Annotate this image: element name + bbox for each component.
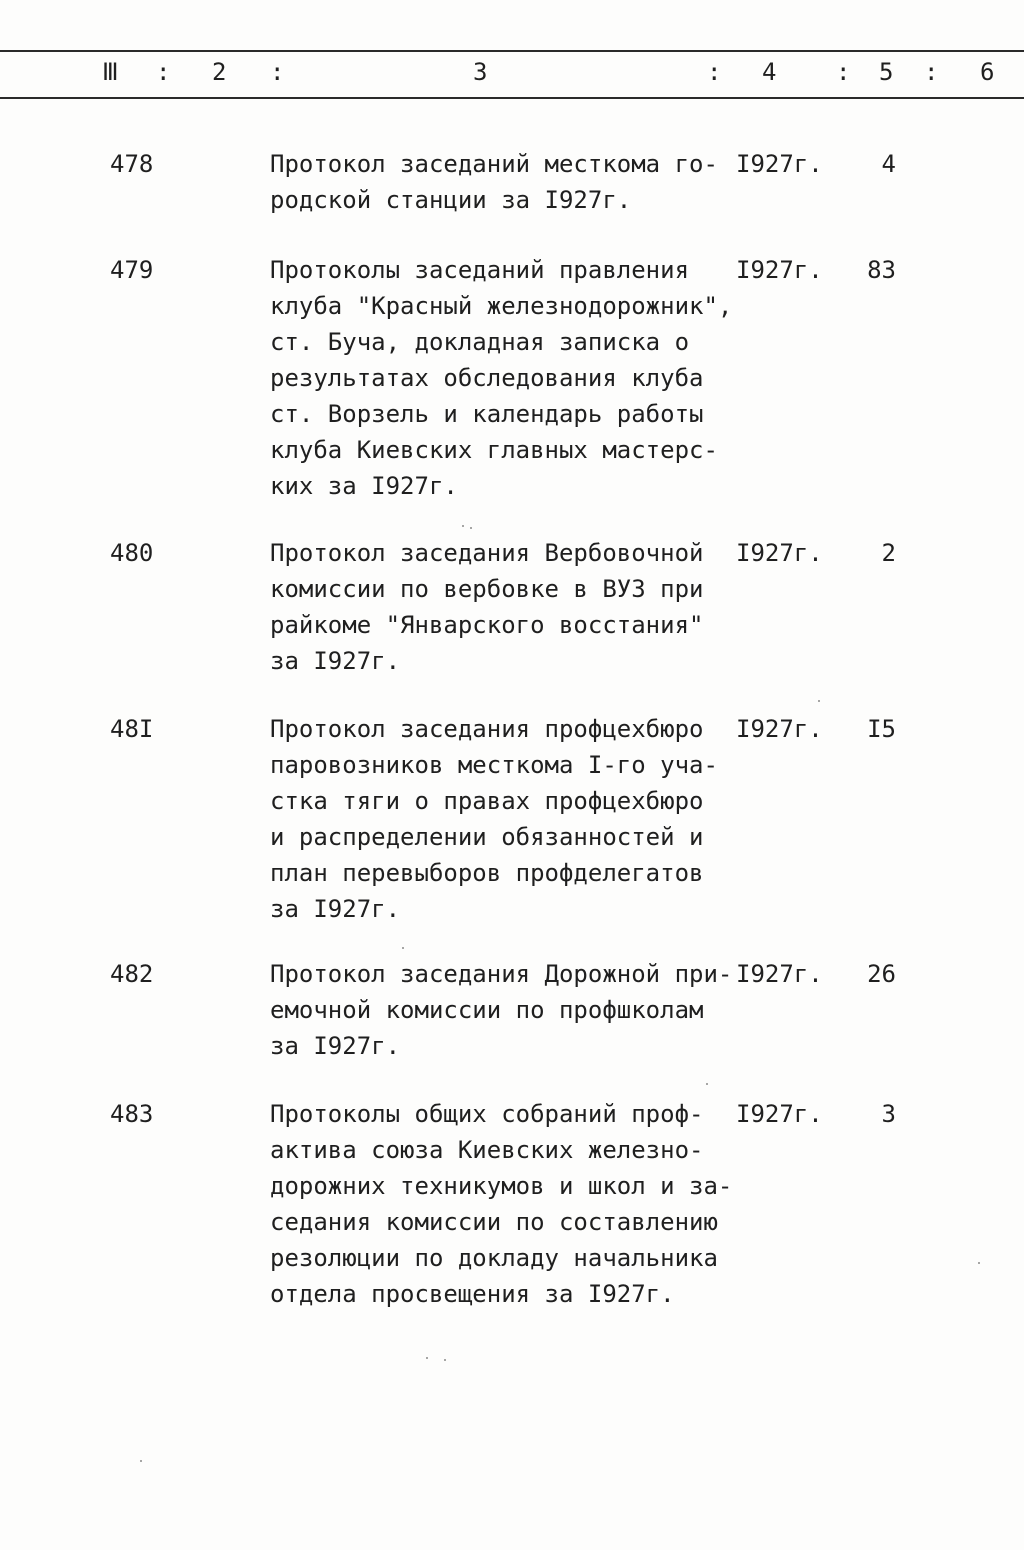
column-separator: : [924, 58, 939, 86]
description-line: паровозников месткома I-го уча- [270, 751, 718, 779]
description-line: ст. Ворзель и календарь работы [270, 400, 704, 428]
description-line: результатах обследования клуба [270, 364, 704, 392]
column-header-2: 2 [212, 58, 227, 86]
description-line: за I927г. [270, 1032, 401, 1060]
column-separator: : [707, 58, 722, 86]
description-line: ст. Буча, докладная записка о [270, 328, 690, 356]
entry-number: 482 [110, 960, 154, 988]
description-line: за I927г. [270, 895, 401, 923]
scan-speck [818, 700, 820, 702]
description-line: актива союза Киевских железно- [270, 1136, 704, 1164]
scan-speck [402, 947, 404, 949]
column-header-1: Ⅲ [102, 58, 119, 86]
description-line: стка тяги о правах профцехбюро [270, 787, 704, 815]
description-line: резолюции по докладу начальника [270, 1244, 718, 1272]
header-bottom-rule [0, 97, 1024, 99]
entry-sheet-count: 83 [867, 256, 896, 284]
entry-description [270, 1096, 740, 1312]
entry-description [270, 146, 740, 218]
description-line: за I927г. [270, 647, 401, 675]
entry-description [270, 252, 740, 504]
description-line: Протокол заседания Дорожной при- [270, 960, 733, 988]
entry-date: I927г. [736, 539, 823, 567]
entry-date: I927г. [736, 960, 823, 988]
column-separator: : [156, 58, 171, 86]
entry-date: I927г. [736, 256, 823, 284]
entry-number: 483 [110, 1100, 154, 1128]
entry-number: 480 [110, 539, 154, 567]
scan-speck [462, 525, 464, 527]
description-line: Протокол заседания Вербовочной [270, 539, 704, 567]
description-line: и распределении обязанностей и [270, 823, 704, 851]
column-separator: : [270, 58, 285, 86]
column-separator: : [836, 58, 851, 86]
entry-number: 478 [110, 150, 154, 178]
description-line: клуба "Красный железнодорожник", [270, 292, 733, 320]
column-header-6: 6 [980, 58, 995, 86]
entry-date: I927г. [736, 150, 823, 178]
description-line: комиссии по вербовке в ВУЗ при [270, 575, 704, 603]
column-header-3: 3 [473, 58, 488, 86]
scan-speck [444, 1359, 446, 1361]
entry-date: I927г. [736, 1100, 823, 1128]
entry-sheet-count: 26 [867, 960, 896, 988]
entry-number: 479 [110, 256, 154, 284]
description-line: отдела просвещения за I927г. [270, 1280, 675, 1308]
description-line: клуба Киевских главных мастерс- [270, 436, 718, 464]
description-line: емочной комиссии по профшколам [270, 996, 704, 1024]
entry-description [270, 711, 740, 927]
scan-speck [706, 1083, 708, 1085]
entry-number: 48I [110, 715, 154, 743]
description-line: ких за I927г. [270, 472, 458, 500]
entry-sheet-count: 3 [881, 1100, 896, 1128]
entry-description [270, 535, 740, 679]
column-header-5: 5 [879, 58, 894, 86]
entry-sheet-count: I5 [867, 715, 896, 743]
description-line: Протокол заседания профцехбюро [270, 715, 704, 743]
description-line: Протоколы общих собраний проф- [270, 1100, 704, 1128]
description-line: родской станции за I927г. [270, 186, 632, 214]
column-header-4: 4 [762, 58, 777, 86]
entry-description [270, 956, 740, 1064]
entry-date: I927г. [736, 715, 823, 743]
description-line: седания комиссии по составлению [270, 1208, 718, 1236]
description-line: дорожних техникумов и школ и за- [270, 1172, 733, 1200]
scan-speck [426, 1357, 428, 1359]
description-line: план перевыборов профделегатов [270, 859, 704, 887]
description-line: райкоме "Январского восстания" [270, 611, 704, 639]
scan-speck [140, 1460, 142, 1462]
entry-sheet-count: 2 [881, 539, 896, 567]
header-top-rule [0, 50, 1024, 52]
entry-sheet-count: 4 [881, 150, 896, 178]
scan-speck [978, 1262, 980, 1264]
scan-speck [470, 527, 472, 529]
description-line: Протоколы заседаний правления [270, 256, 690, 284]
description-line: Протокол заседаний месткома го- [270, 150, 718, 178]
